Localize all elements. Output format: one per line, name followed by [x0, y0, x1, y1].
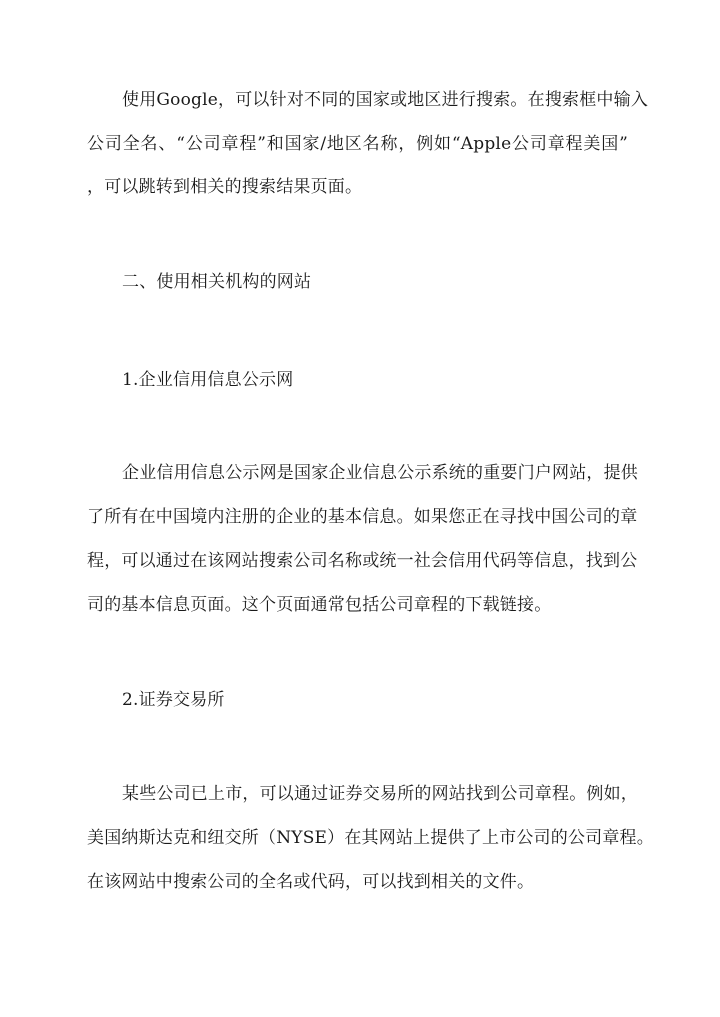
paragraph-1-line-3: ，可以跳转到相关的搜索结果页面。	[87, 177, 363, 197]
paragraph-2-line-3: 程，可以通过在该网站搜索公司名称或统一社会信用代码等信息，找到公	[87, 551, 638, 571]
subsection-heading-2: 2.证券交易所	[122, 690, 225, 710]
paragraph-1-line-1: 使用Google，可以针对不同的国家或地区进行搜索。在搜索框中输入	[122, 90, 649, 110]
paragraph-3-line-2: 美国纳斯达克和纽交所（NYSE）在其网站上提供了上市公司的公司章程。	[87, 828, 654, 848]
subsection-heading-1: 1.企业信用信息公示网	[122, 370, 294, 390]
paragraph-2-line-4: 司的基本信息页面。这个页面通常包括公司章程的下载链接。	[87, 595, 552, 615]
paragraph-3-line-1: 某些公司已上市，可以通过证券交易所的网站找到公司章程。例如，	[122, 784, 638, 804]
section-heading: 二、使用相关机构的网站	[122, 272, 312, 292]
paragraph-3-line-3: 在该网站中搜索公司的全名或代码，可以找到相关的文件。	[87, 872, 535, 892]
paragraph-2-line-2: 了所有在中国境内注册的企业的基本信息。如果您正在寻找中国公司的章	[87, 507, 638, 527]
paragraph-1-line-2: 公司全名、“公司章程”和国家/地区名称，例如“Apple公司章程美国”	[87, 134, 628, 154]
paragraph-2-line-1: 企业信用信息公示网是国家企业信息公示系统的重要门户网站，提供	[122, 463, 638, 483]
